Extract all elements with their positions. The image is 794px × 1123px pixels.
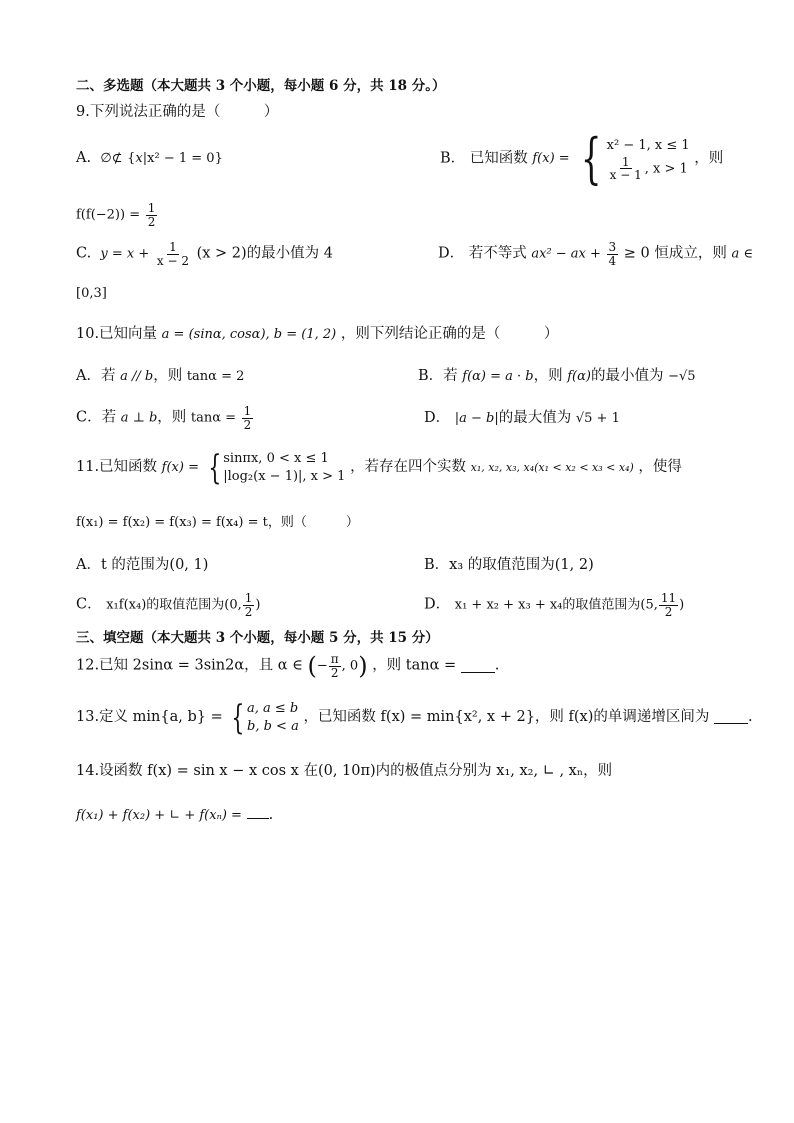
q10-option-b: B．若 f(α) = a · b，则 f(α)的最小值为 −√5 [418, 368, 696, 384]
answer-blank[interactable] [247, 806, 269, 819]
q10-option-a: A．若 a // b，则 tanα = 2 [76, 368, 245, 384]
piecewise-function: { sinπx, 0 < x ≤ 1 |log₂(x − 1)|, x > 1 [207, 447, 346, 488]
question-13: 13.定义 min{a, b} = { a, a ≤ b b, b < a ，已知函数 f(x) = min{x², x + 2}，则 f(x)的单调递增区间为 . [76, 697, 753, 738]
answer-blank[interactable] [714, 711, 748, 724]
answer-blank[interactable] [461, 660, 495, 673]
question-11-stem: 11.已知函数 f(x) = { sinπx, 0 < x ≤ 1 |log₂(x − 1)|, x > 1 ，若存在四个实数 x₁, x₂, x₃, x₄(x₁ < x₂ < x₃ < x₄) ，使得 [76, 447, 682, 488]
question-9-stem: 9.下列说法正确的是（ ） [76, 104, 279, 120]
q9-option-b-continued: f(f(−2)) = $\frac{1}{2}$ [76, 201, 156, 229]
q10-option-d: D． |a − b|的最大值为 √5 + 1 [424, 410, 620, 426]
piecewise-function: { x² − 1, x ≤ 1 $\frac{1}{x - 1}$ , x > 1 [581, 127, 690, 190]
q9-option-d-continued: [0,3] [76, 286, 107, 301]
q9-option-c: C. y = x + $\frac{1}{x - 2}$ (x > 2)的最小值为 4 [76, 240, 333, 268]
question-11-condition: f(x₁) = f(x₂) = f(x₃) = f(x₄) = t，则（ ） [76, 515, 359, 530]
q9-option-d: D． 若不等式 ax² − ax + $\frac{3}{4}$ ≥ 0 恒成立，则 a ∈ [438, 240, 753, 268]
q9-option-a: A. ∅⊄ {x|x² − 1 = 0} [76, 150, 223, 166]
q11-option-d: D． x₁ + x₂ + x₃ + x₄的取值范围为(5, $\frac{11}{2}$ ) [424, 591, 685, 619]
piecewise-function: { a, a ≤ b b, b < a [231, 697, 299, 738]
q11-option-a: A．t 的范围为(0, 1) [76, 557, 209, 573]
question-12: 12.已知 2sinα = 3sin2α，且 α ∈ (− $\frac{\pi}{2}$ , 0) ，则 tanα = . [76, 652, 500, 681]
section-header-fill-in: 三、填空题（本大题共 3 个小题，每小题 5 分，共 15 分） [76, 630, 439, 646]
question-14-stem: 14.设函数 f(x) = sin x − x cos x 在(0, 10π)内的极值点分别为 x₁, x₂, ∟ , xₙ，则 [76, 763, 613, 779]
q10-option-c: C．若 a ⊥ b，则 tanα = $\frac{1}{2}$ [76, 404, 252, 432]
section-header-multiple-choice: 二、多选题（本大题共 3 个小题，每小题 6 分，共 18 分。） [76, 78, 446, 94]
question-14-expression: f(x₁) + f(x₂) + ∟ + f(xₙ) = . [76, 807, 274, 823]
q11-option-c: C． x₁f(x₄)的取值范围为(0, $\frac{1}{2}$ ) [76, 591, 261, 619]
question-10-stem: 10.已知向量 a = (sinα, cosα), b = (1, 2) ，则下列结论正确的是（ ） [76, 326, 559, 342]
q11-option-b: B．x₃ 的取值范围为(1, 2) [424, 557, 594, 573]
q9-option-b: B． 已知函数 f(x) = { x² − 1, x ≤ 1 $\frac{1}{x - 1}$ , x > 1 ，则 [440, 127, 724, 190]
